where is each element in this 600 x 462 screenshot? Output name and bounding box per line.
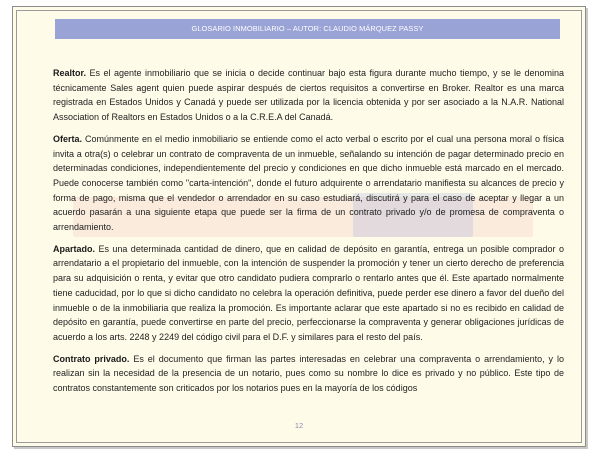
glossary-entry-realtor [53,66,564,125]
glossary-definition: Es una determinada cantidad de dinero, que en calidad de depósito en garantía, entrega un posible comprador o arrendatario a el propietario del inmueble, con la intención de suspender la promoción y tener un cierto derecho de preferencia para su adquisición o renta, y evitar que otro candidato pudiera comprarlo o rentarlo antes que él. Este apartado normalmente tiene caducidad, por lo que si dicho candidato no celebra la operación definitiva, puede perder ese dinero a favor del dueño del inmueble o de la inmobiliaria que realiza la promoción. Es importante aclarar que este apartado si no es recibido en calidad de depósito en garantía, puede convertirse en parte del precio, perfeccionarse la compraventa y generar obligaciones jurídicas de acuerdo a los arts. 2248 y 2249 del código civil para el D.F. y similares para el resto del país. [53,243,564,342]
glossary-entry-contrato-privado [53,352,564,396]
glossary-term: Realtor. [53,68,87,78]
glossary-term: Apartado. [53,243,96,254]
glossary-content [53,66,564,403]
glossary-definition: Es el documento que firman las partes interesadas en celebrar una compraventa o arrendamiento, y lo realizan sin la necesidad de la presencia de un notario, pues como su nombre lo dice es privado y no público. Este tipo de contratos constantemente son criticados por los notarios pues en la mayoría de los códigos [53,353,564,394]
glossary-definition: Comúnmente en el medio inmobiliario se entiende como el acto verbal o escrito por el cual una persona moral o física invita a otra(s) o celebrar un contrato de compraventa de un inmueble, señalando su intención de pagar determinado precio en determinadas condiciones, independientemente del precio y condiciones en que dicho inmueble está marcado en el mercado. Puede conocerse también como "carta-intención", donde el futuro adquirente o arrendatario manifiesta su alcances de precio y forma de pago, misma que el vendedor o arrendador en su caso estudiará, discutirá y para el caso de aceptar y llegar a un acuerdo pasarán a una siguiente etapa que puede ser la firma de un contrato privado y/o de promesa de compraventa o arrendamiento. [53,133,564,233]
glossary-term: Oferta. [53,133,83,144]
glossary-definition: Es el agente inmobiliario que se inicia o decide continuar bajo esta figura durante mucho tiempo, y se le denomina técnicamente Sales agent quien puede aspirar después de ciertos requisitos a convertirse en Broker. Realtor es una marca registrada en Estados Unidos y Canadá y puede ser utilizada por la licencia obtenida y por ser asociado a la N.A.R. National Association of Realtors en Estados Unidos o a la C.R.E.A del Canadá. [53,68,564,123]
document-page [12,6,586,447]
glossary-term: Contrato privado. [53,353,130,364]
page-number: 12 [294,421,304,430]
glossary-entry-oferta [53,132,564,235]
document-header: GLOSARIO INMOBILIARIO – AUTOR: CLAUDIO MÁRQUEZ PASSY [55,19,560,39]
glossary-entry-apartado [53,242,564,345]
